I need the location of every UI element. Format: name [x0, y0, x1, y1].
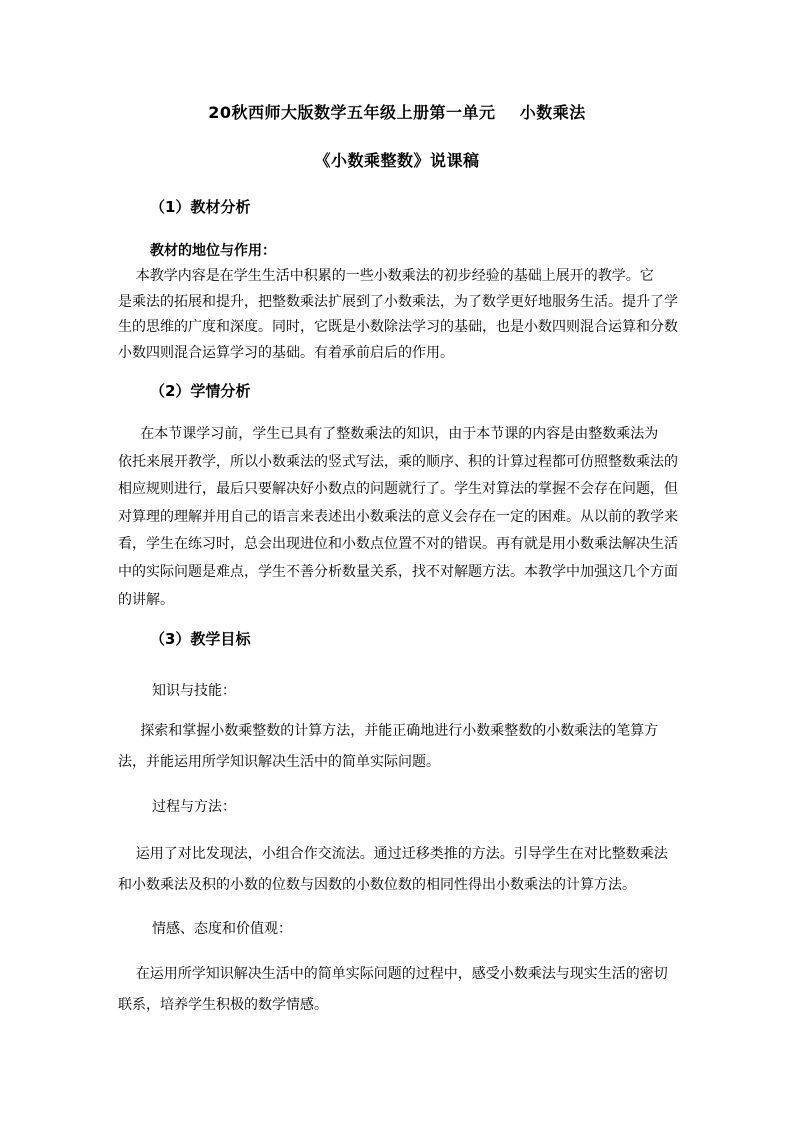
paragraph-line: 看，学生在练习时，总会出现进位和小数点位置不对的错误。再有就是用小数乘法解决生活: [118, 536, 678, 553]
goal-label-knowledge-skills: 知识与技能：: [152, 683, 236, 699]
paragraph-line: 联系，培养学生积极的数学情感。: [118, 997, 328, 1013]
paragraph-line: 对算理的理解并用自己的语言来表述出小数乘法的意义会存在一定的困难。从以前的教学来: [118, 508, 678, 525]
paragraph-textbook-analysis: [118, 264, 678, 367]
paragraph-line: 中的实际问题是难点，学生不善分析数量关系，找不对解题方法。本教学中加强这几个方面: [118, 563, 678, 580]
paragraph-line: 探索和掌握小数乘整数的计算方法，并能正确地进行小数乘整数的小数乘法的笔算方: [118, 723, 659, 739]
paragraph-knowledge-skills: [118, 716, 678, 778]
paragraph-line: 相应规则进行，最后只要解决好小数点的问题就行了。学生对算法的掌握不会存在问题，但: [118, 481, 678, 498]
goal-label-emotion-values: 情感、态度和价值观：: [152, 921, 292, 937]
paragraph-line: 和小数乘法及积的小数的位数与因数的小数位数的相同性得出小数乘法的计算方法。: [118, 877, 636, 893]
paragraph-line: 本教学内容是在学生生活中积累的一些小数乘法的初步经验的基础上展开的教学。它: [118, 268, 654, 284]
paragraph-line: 运用了对比发现法，小组合作交流法。通过迁移类推的方法。引导学生在对比整数乘法: [118, 846, 668, 862]
paragraph-process-methods: [118, 839, 678, 901]
section-heading-student-analysis: （2）学情分析: [150, 382, 251, 400]
paragraph-line: 在运用所学知识解决生活中的简单实际问题的过程中，感受小数乘法与现实生活的密切: [118, 966, 668, 982]
document-title: 20秋西师大版数学五年级上册第一单元 小数乘法: [208, 103, 586, 122]
paragraph-line: 小数四则混合运算学习的基础。有着承前启后的作用。: [118, 345, 454, 362]
paragraph-student-analysis: [118, 421, 678, 614]
paragraph-line: 依托来展开教学，所以小数乘法的竖式写法，乘的顺序、积的计算过程都可仿照整数乘法的: [118, 453, 678, 470]
paragraph-line: 法，并能运用所学知识解决生活中的简单实际问题。: [118, 754, 440, 770]
paragraph-line: 生的思维的广度和深度。同时，它既是小数除法学习的基础，也是小数四则混合运算和分数: [118, 319, 678, 336]
paragraph-line: 是乘法的拓展和提升，把整数乘法扩展到了小数乘法，为了数学更好地服务生活。提升了学: [118, 293, 678, 310]
paragraph-line: 的讲解。: [118, 591, 174, 608]
goal-label-process-methods: 过程与方法：: [152, 799, 236, 815]
paragraph-line: 在本节课学习前，学生已具有了整数乘法的知识，由于本节课的内容是由整数乘法为: [118, 426, 659, 442]
paragraph-emotion-values: [118, 959, 678, 1021]
section-heading-textbook-analysis: （1）教材分析: [150, 198, 251, 216]
document-subtitle: 《小数乘整数》说课稿: [314, 151, 480, 170]
section-heading-teaching-goals: （3）教学目标: [150, 630, 251, 648]
subheading-textbook-role: 教材的地位与作用：: [150, 243, 276, 259]
